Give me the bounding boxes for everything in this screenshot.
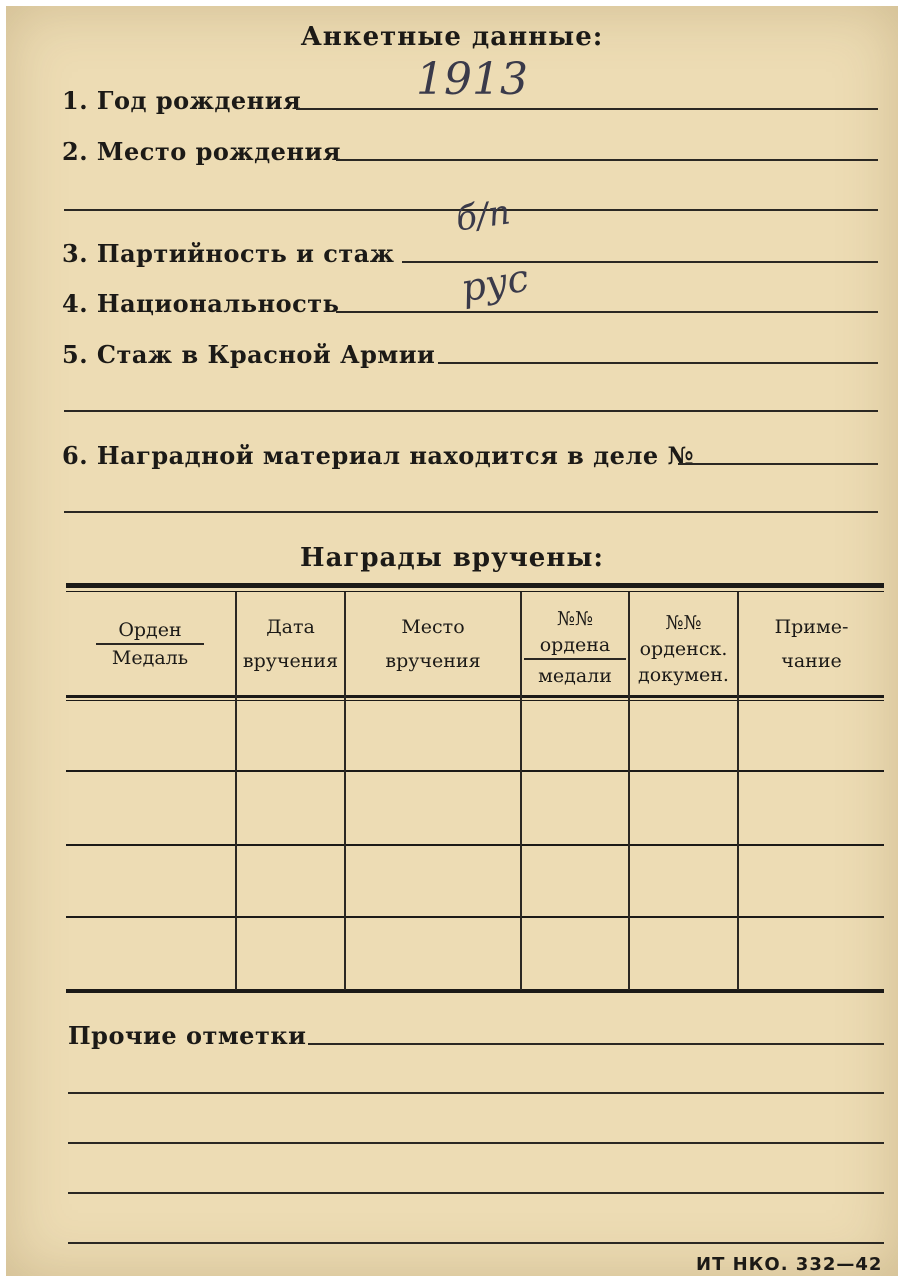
- field-line-army-service: [438, 362, 878, 364]
- table-top-rule: [66, 583, 884, 588]
- table-row-rule: [66, 770, 884, 772]
- table-row-rule: [66, 844, 884, 846]
- field-label-birthplace: 2. Место рождения: [62, 137, 341, 166]
- section-title-awards: Награды вручены:: [300, 543, 604, 573]
- field-label-army-service: 5. Стаж в Красной Армии: [62, 340, 436, 369]
- handwritten-birth-year: 1913: [416, 54, 528, 105]
- field-line-award-file: [678, 463, 878, 465]
- field-label-award-file: 6. Наградной материал находится в деле №: [62, 441, 695, 470]
- field-line-birth-year: [296, 108, 878, 110]
- field-line-award-file-cont: [64, 511, 878, 513]
- table-header-thin-rule: [66, 700, 884, 701]
- field-line-party: [402, 261, 878, 263]
- handwritten-party: б/п: [453, 192, 513, 240]
- field-label-nationality: 4. Национальность: [62, 289, 340, 318]
- field-label-other-marks: Прочие отметки: [68, 1021, 307, 1050]
- header-place: Место вручения: [385, 616, 481, 672]
- field-line-other-marks-cont: [68, 1242, 884, 1244]
- award-card-sheet: [6, 6, 898, 1276]
- table-bottom-rule: [66, 989, 884, 993]
- print-code: ИТ НКО. 332—42: [696, 1254, 883, 1275]
- field-label-party: 3. Партийность и стаж: [62, 239, 395, 268]
- field-line-army-service-cont: [64, 410, 878, 412]
- field-label-birth-year: 1. Год рождения: [62, 86, 302, 115]
- field-line-other-marks-cont: [68, 1192, 884, 1194]
- field-line-birthplace: [336, 159, 878, 161]
- handwritten-nationality: рус: [457, 255, 532, 311]
- table-row-rule: [66, 916, 884, 918]
- header-medal: Медаль: [111, 647, 189, 669]
- header-date: Дата вручения: [242, 616, 339, 672]
- field-line-other-marks: [308, 1043, 884, 1045]
- header-document-numbers: №№ орденск. докумен.: [638, 612, 729, 686]
- header-order: Орден Медаль: [96, 617, 204, 671]
- table-top-thin-rule: [66, 591, 884, 592]
- field-line-nationality: [336, 311, 878, 313]
- section-title-personal-data: Анкетные данные:: [300, 22, 604, 52]
- table-header-rule: [66, 695, 884, 698]
- header-award-numbers: №№ ордена медали: [522, 606, 628, 692]
- header-note: Приме- чание: [774, 616, 849, 672]
- field-line-other-marks-cont: [68, 1092, 884, 1094]
- field-line-other-marks-cont: [68, 1142, 884, 1144]
